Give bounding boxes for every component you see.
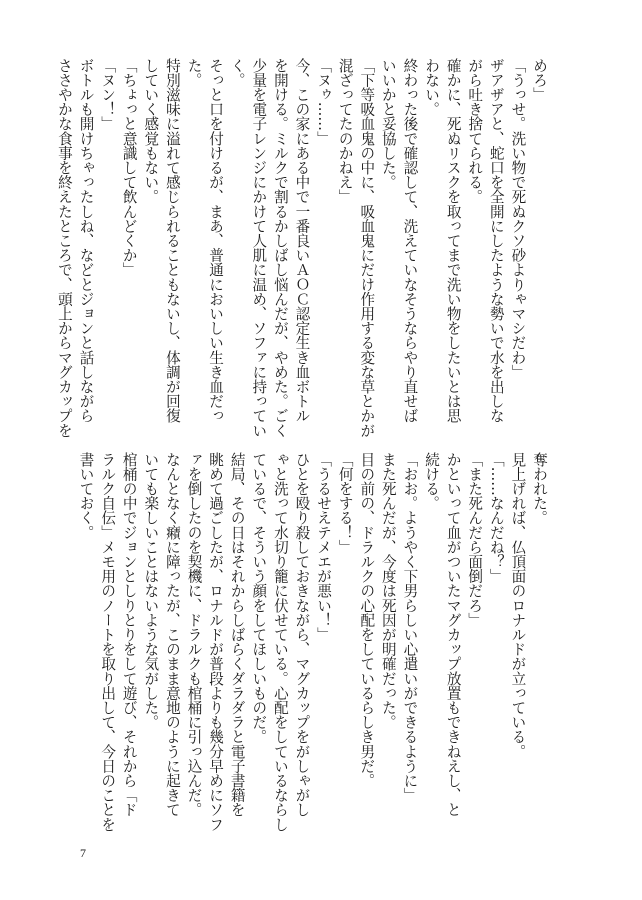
text-line: かといって血がついたマグカップ放置もできねえし、と — [444, 452, 462, 817]
text-line: ァを倒したのを契機に、ドラルクも棺桶に引っ込んだ。 — [185, 452, 203, 817]
text-line: 確かに、死ぬリスクを取ってまで洗い物をしたいとは思 — [444, 58, 462, 423]
text-line: ボトルも開けちゃったしね、などとジョンと話しながら — [77, 58, 95, 423]
text-line: を開ける。ミルクで割るかしばし悩んだが、やめた。ごく — [271, 58, 289, 438]
page-number: 7 — [80, 846, 86, 860]
text-line: 「うるせえテメエが悪い！」 — [315, 452, 333, 642]
text-line: いいかと妥協した。 — [379, 58, 397, 190]
text-line: なんとなく癪に障ったが、このまま意地のように起きて — [163, 452, 181, 817]
text-line: 「うっせ。洗い物で死ぬクソ砂よりゃマシだわ」 — [509, 58, 527, 380]
text-line: 今、この家にある中で一番良いＡＯＣ認定生き血ボトル — [293, 58, 311, 423]
text-line: ひとを殴り殺しておきながら、マグカップをがしゃがし — [293, 452, 311, 817]
text-line: た。 — [185, 58, 203, 88]
text-line: ているで、そういう顔をしてほしいものだ。 — [250, 452, 268, 744]
text-line: そっと口を付けるが、まあ、普通においしい生き血だっ — [207, 58, 225, 423]
text-line: 結局、その日はそれからしばらくダラダラと電子書籍を — [228, 452, 246, 817]
text-line: 「……なんだね？」 — [487, 452, 505, 584]
text-line: していく感覚もない。 — [142, 58, 160, 204]
text-line: 特別滋味に溢れて感じられることもないし、体調が回復 — [163, 58, 181, 423]
lower-text-block — [75, 452, 550, 832]
text-line: 少量を電子レンジにかけて人肌に温め、ソファに持ってい — [250, 58, 268, 438]
text-line: 書いておく。 — [77, 452, 95, 540]
text-line: 奪われた。 — [531, 452, 548, 525]
text-line: 「おお。ようやく下男らしい心遣いができるように」 — [401, 452, 419, 803]
text-line: 「また死んだら面倒だろ」 — [466, 452, 484, 628]
text-line: めろ」 — [531, 58, 548, 102]
text-line: 「下等吸血鬼の中に、吸血鬼にだけ作用する変な草とかが — [358, 58, 376, 438]
text-line: また死んだが、今度は死因が明確だった。 — [379, 452, 397, 730]
text-line: く。 — [228, 58, 246, 88]
text-line: ささやかな食事を終えたところで、頭上からマグカップを — [55, 58, 73, 438]
text-line: 見上げれば、仏頂面のロナルドが立っている。 — [509, 452, 527, 759]
text-line: 「ちょっと意識して飲んどくか」 — [120, 58, 138, 277]
text-line: 「ヌゥ……」 — [315, 58, 333, 146]
upper-text-block — [53, 58, 550, 438]
text-line: ラルク自伝」メモ用のノートを取り出して、今日のことを — [99, 452, 117, 832]
text-line: 眺めて過ごしたが、ロナルドが普段よりも幾分早めにソフ — [207, 452, 225, 832]
text-line: わない。 — [423, 58, 441, 117]
text-line: 「ヌン！」 — [99, 58, 117, 131]
text-line: 終わった後で確認して、洗えていなそうならやり直せば — [401, 58, 419, 423]
text-line: いても楽しいことはないような気がした。 — [142, 452, 160, 730]
text-line: ザアザアと、蛇口を全開にしたような勢いで水を出しな — [487, 58, 505, 423]
text-line: 目の前の、ドラルクの心配をしているらしき男だ。 — [358, 452, 376, 788]
text-line: 混ざってたのかねえ」 — [336, 58, 354, 204]
text-line: 続ける。 — [423, 452, 441, 511]
text-line: ゃと洗って水切り籠に伏せている。心配をしているならし — [271, 452, 289, 832]
text-line: がら吐き捨てられる。 — [466, 58, 484, 204]
text-line: 「何をする！」 — [336, 452, 354, 555]
text-line: 棺桶の中でジョンとしりとりをして遊び、それから「ド — [120, 452, 138, 817]
